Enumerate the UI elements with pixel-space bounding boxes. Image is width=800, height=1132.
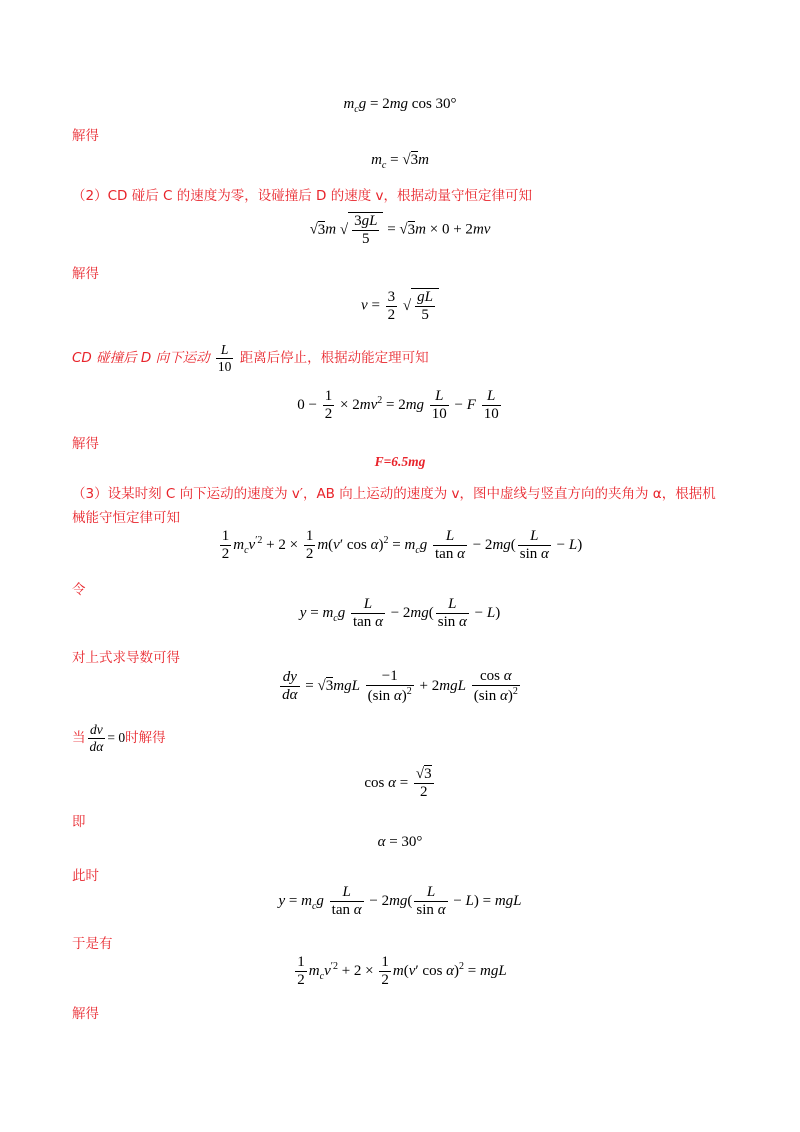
paragraph-part-2: （2）CD 碰后 C 的速度为零，设碰撞后 D 的速度 v，根据动量守恒定律可知 [72, 188, 532, 204]
equation-y-definition: $y = m_cg$ $\frac{L}{\text{tan α}}$ − 2mg( $\frac{L}{\text{sin α}}$ − L) [299, 596, 501, 631]
equation-momentum: √3m √ $\frac{3gL}{5}$ = √3m × 0 + 2mv [309, 213, 491, 248]
equation-mc-balance: $m_cg = 2mg$ cos 30° [343, 96, 457, 115]
label-jiede-3: 解得 [72, 436, 99, 452]
equation-cos-alpha: cos α = $\frac{√3}{2}$ [364, 766, 432, 801]
equation-energy-conservation: $\frac{1}{2}$ $m_cv^{'2} + 2$ × $\frac{1}{2}$ m(v′ $\cos \alpha)^2 = m_cg$ $\frac{L}{\text{tan α}}$ − 2mg( $\frac{L}{\text{sin α}}$ − L) [221, 528, 583, 563]
equation-derivative: $\frac{dy}{d\alpha}$ = √3mgL $\frac{-1}{(\sin \alpha)^2}$ + 2mgL $\frac{\text{cos α}}{(\sin \alpha)^2}$ [282, 668, 518, 705]
cd-motion-text: CD 碰撞后 D 向下运动 [72, 350, 210, 367]
equation-final-energy: $\frac{1}{2}$ $m_cv^{'2} + 2$ × $\frac{1}{2}$ m(v′ cos α)$^2$ = mgL [297, 954, 507, 989]
equation-y-value: $y = m_cg$ $\frac{L}{\text{tan α}}$ − 2mg( $\frac{L}{\text{sin α}}$ − L) = mgL [278, 884, 522, 919]
label-jiede-2: 解得 [72, 266, 99, 282]
label-jiede-1: 解得 [72, 128, 99, 144]
paragraph-part-3-line2: 械能守恒定律可知 [72, 510, 180, 526]
paragraph-when-zero: 当 $\frac{dv}{d\alpha}$ = 0时解得 [72, 722, 166, 754]
label-cishi: 此时 [72, 868, 99, 884]
paragraph-part-3-line1: （3）设某时刻 C 向下运动的速度为 v′，AB 向上运动的速度为 v，图中虚线与竖直方向的夹角为 α，根据机 [72, 486, 716, 502]
when-tail: 时解得 [125, 730, 166, 747]
label-ji: 即 [72, 814, 86, 830]
equation-velocity: v = $\frac{3}{2}$ √ $\frac{gL}{5}$ [0, 288, 800, 325]
equation-mc-value: $m_c = √3m$ [371, 152, 429, 171]
cd-motion-tail: 距离后停止，根据动能定理可知 [239, 350, 429, 367]
result-force: F=6.5mg [374, 454, 426, 469]
label-yushiyou: 于是有 [72, 936, 113, 952]
equation-alpha: α = 30° [377, 834, 423, 850]
label-jiede-4: 解得 [72, 1006, 99, 1022]
equation-work-energy: 0 − $\frac{1}{2}$ × $2mv^2 = 2mg$ $\frac{L}{10}$ − F $\frac{L}{10}$ [297, 388, 499, 423]
label-derivative: 对上式求导数可得 [72, 650, 180, 666]
label-ling: 令 [72, 582, 86, 598]
paragraph-cd-motion: CD 碰撞后 D 向下运动 $\frac{L}{10}$ 距离后停止，根据动能定理可知 [72, 342, 429, 374]
when-label: 当 [72, 730, 86, 747]
